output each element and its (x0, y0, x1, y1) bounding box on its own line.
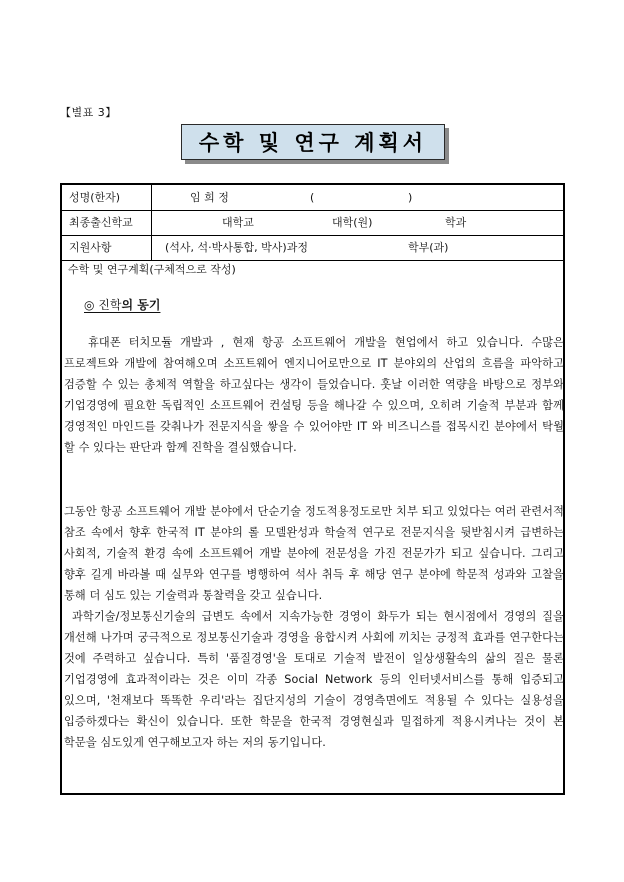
name-value: 임 희 정 (190, 191, 229, 204)
motive-heading-prefix: ◎ 진학 (84, 298, 122, 312)
name-row (62, 185, 563, 211)
school-label: 최종출신학교 (62, 210, 152, 235)
study-plan-caption: 수학 및 연구계획(구체적으로 작성) (68, 263, 236, 276)
college-suffix: 대학(원) (332, 216, 373, 229)
appendix-tag: 【별표 3】 (60, 106, 117, 119)
department-suffix: 학과 (445, 216, 467, 229)
hanja-paren-open: ( (310, 191, 315, 204)
motive-heading (84, 296, 160, 313)
application-form (60, 183, 565, 795)
application-label: 지원사항 (62, 235, 152, 260)
school-row (62, 210, 563, 236)
faculty-suffix: 학부(과) (408, 241, 449, 254)
paragraph-3: 과학기술/정보통신기술의 급변도 속에서 지속가능한 경영이 화두가 되는 현시점에서 경영의 질을 개선해 나가며 궁극적으로 정보통신기술과 경영을 융합시켜 사회에 끼치는 긍정적 효과를 연구한다는 것에 주력하고 싶습니다. 특히 '품질경영'을 토대로 기술적 발전이 일상생활속의 삶의 질은 물론 기업경영에 효과적이라는 것은 이미 각종 Social Network 등의 인터넷서비스를 통해 입증되고 있으며, '천재보다 똑똑한 우리'라는 집단지성의 기술이 경영측면에도 적용될 수 있다는 실용성을 입증하겠다는 확신이 있습니다. 또한 학문을 한국적 경영현실과 밀접하게 적용시켜나는 것이 본 학문을 심도있게 연구해보고자 하는 저의 동기입니다. (64, 610, 564, 749)
motive-heading-emphasis: 의 동기 (121, 298, 161, 312)
paragraph-2: 그동안 항공 소프트웨어 개발 분야에서 단순기술 정도적용정도로만 치부 되고 있었다는 여러 관련서적 참조 속에서 향후 한국적 IT 분야의 롤 모델완성과 학술적 연구로 전문지식을 뒷받침시켜 급변하는 사회적, 기술적 환경 속에 소프트웨어 개발 분야에 전문성을 가진 전문가가 되고 싶습니다. 그리고 향후 길게 바라볼 때 실무와 연구를 병행하여 석사 취득 후 해당 연구 분야에 학문적 성과와 고찰을 통해 더 심도 있는 기술력과 통찰력을 갖고 싶습니다. (64, 505, 564, 602)
name-label: 성명(한자) (62, 185, 152, 210)
application-row (62, 235, 563, 261)
hanja-paren-close: ) (408, 191, 413, 204)
paragraph-1: 휴대폰 터치모듈 개발과 , 현재 항공 소프트웨어 개발을 현업에서 하고 있습니다. 수많은 프로젝트와 개발에 참여해오며 소프트웨어 엔지니어로만으로 IT 분야외의 산업의 흐름을 파악하고 검증할 수 있는 총체적 역할을 하고싶다는 생각이 들었습니다. 훗날 이러한 역량을 바탕으로 정부와 기업경영에 필요한 독립적인 소프트웨어 컨설팅 등을 해나갈 수 있으며, 오히려 기술적 부분과 함께 경영적인 마인드를 갖춰나가 전문지식을 쌓을 수 있어야만 IT 와 비즈니스를 접목시킨 분야에서 탁월 할 수 있다는 판단과 함께 진학을 결심했습니다. (64, 336, 564, 454)
program-type: (석사, 석·박사통합, 박사)과정 (165, 241, 308, 254)
document-title: 수학 및 연구 계획서 (181, 124, 445, 160)
university-suffix: 대학교 (222, 216, 254, 229)
